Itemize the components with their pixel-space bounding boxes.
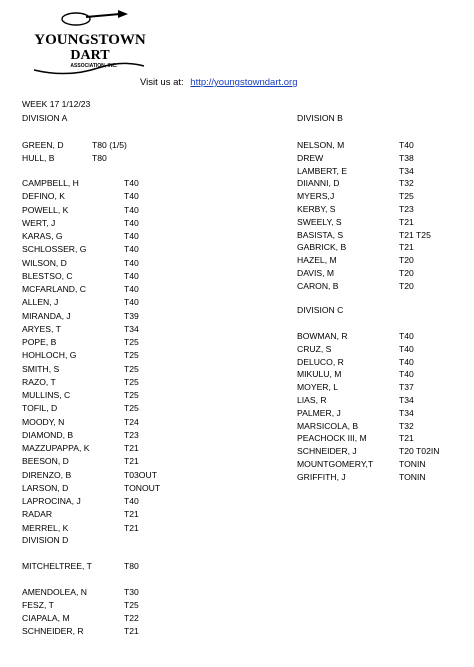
division-c-title: DIVISION C [297, 305, 344, 315]
player-name: GABRICK, B [297, 242, 347, 253]
player-award: T32 [399, 178, 414, 189]
dartboard-icon [62, 13, 90, 25]
player-name: HOHLOCH, G [22, 350, 77, 361]
website-link[interactable]: http://youngstowndart.org [190, 77, 298, 88]
player-award: T25 [124, 376, 139, 387]
player-name: MIRANDA, J [22, 310, 71, 321]
player-award: T34 [399, 407, 414, 418]
player-award: T20 T02IN [399, 446, 440, 457]
player-name: ARYES, T [22, 323, 61, 334]
division-d-title: DIVISION D [22, 535, 69, 545]
player-name: SMITH, S [22, 363, 60, 374]
player-name: POWELL, K [22, 204, 69, 215]
player-award: T25 [124, 600, 139, 611]
player-name: WILSON, D [22, 257, 67, 268]
player-award: T40 [399, 369, 414, 380]
player-name: MOYER, L [297, 382, 339, 393]
player-name: DAVIS, M [297, 268, 335, 278]
player-name: NELSON, M [297, 140, 345, 150]
player-award: T20 [399, 255, 414, 266]
player-name: DREW [297, 152, 324, 163]
player-award: T80 [124, 561, 139, 571]
player-name: SCHNEIDER, R [22, 626, 84, 637]
player-name: CARON, B [297, 280, 339, 291]
player-award: T40 [124, 257, 139, 268]
division-b-title: DIVISION B [297, 113, 343, 123]
player-award: T25 [124, 403, 139, 414]
player-award: T21 [399, 242, 414, 253]
player-award: T40 [399, 343, 414, 354]
player-award: T21 [124, 443, 139, 453]
player-name: MULLINS, C [22, 390, 71, 400]
player-name: BASISTA, S [297, 229, 344, 240]
player-award: T21 [124, 522, 139, 533]
player-award: T23 [399, 204, 414, 214]
player-name: DEFINO, K [22, 191, 65, 202]
player-award: T34 [399, 165, 414, 176]
player-name: GRIFFITH, J [297, 471, 346, 482]
division-a-title: DIVISION A [22, 113, 68, 123]
player-award: T40 [124, 297, 139, 308]
player-name: MAZZUPAPPA, K [22, 443, 90, 453]
player-name: FESZ, T [22, 600, 54, 611]
player-award: TONIN [399, 459, 426, 469]
player-name: LIAS, R [297, 395, 327, 405]
player-name: BLESTSO, C [22, 270, 73, 281]
player-award: T30 [124, 587, 139, 597]
visit-label: Visit us at: [140, 77, 184, 88]
player-award: T40 [399, 331, 414, 341]
player-award: T40 [399, 140, 414, 150]
player-award: T21 [124, 509, 139, 520]
player-name: RAZO, T [22, 376, 56, 387]
player-name: WERT, J [22, 217, 56, 228]
logo-line3: ASSOCIATION, INC. [70, 63, 118, 69]
player-award: T03OUT [124, 469, 157, 480]
player-name: POPE, B [22, 337, 57, 347]
player-name: DIAMOND, B [22, 429, 74, 440]
player-award: T20 [399, 280, 414, 291]
player-award: T40 [124, 496, 139, 506]
player-award: T80 [92, 153, 107, 164]
player-name: PEACHOCK III, M [297, 433, 367, 444]
player-award: T37 [399, 382, 414, 393]
player-name: HULL, B [22, 153, 55, 164]
player-name: DIIANNI, D [297, 178, 340, 189]
player-name: RADAR [22, 509, 53, 520]
visit-line [140, 77, 298, 88]
player-award: T22 [124, 613, 139, 624]
player-award: T25 [399, 191, 414, 202]
logo-line1: YOUNGSTOWN [34, 32, 146, 48]
player-award: T40 [124, 204, 139, 215]
player-name: HAZEL, M [297, 255, 337, 266]
player-award: T39 [124, 310, 139, 321]
player-award: T21 [399, 216, 414, 227]
player-award: T21 T25 [399, 229, 431, 240]
player-name: BEESON, D [22, 456, 69, 467]
player-award: T32 [399, 420, 414, 431]
player-award: T40 [124, 244, 139, 255]
player-award: T80 (1/5) [92, 140, 127, 150]
logo-line2: DART [70, 48, 110, 63]
player-award: T40 [124, 191, 139, 202]
player-award: T21 [399, 433, 414, 444]
player-name: KERBY, S [297, 204, 336, 214]
player-award: T24 [124, 416, 139, 427]
player-award: TONIN [399, 471, 426, 482]
player-name: DIRENZO, B [22, 469, 72, 480]
player-name: AMENDOLEA, N [22, 587, 87, 597]
player-name: MARSICOLA, B [297, 420, 359, 431]
player-name: BOWMAN, R [297, 331, 348, 341]
player-name: GREEN, D [22, 140, 64, 150]
player-award: T25 [124, 363, 139, 374]
player-name: MITCHELTREE, T [22, 561, 92, 571]
player-award: T23 [124, 429, 139, 440]
player-award: T21 [124, 626, 139, 637]
association-logo [28, 6, 152, 80]
player-award: T34 [399, 395, 414, 405]
player-name: CRUZ, S [297, 343, 332, 354]
player-name: MCFARLAND, C [22, 284, 86, 294]
player-award: T38 [399, 152, 414, 163]
player-award: T25 [124, 337, 139, 347]
player-name: MOUNTGOMERY,T [297, 459, 374, 469]
player-name: ALLEN, J [22, 297, 59, 308]
player-name: PALMER, J [297, 407, 341, 418]
player-name: MOODY, N [22, 416, 65, 427]
player-award: T34 [124, 323, 139, 334]
player-name: MIKULU, M [297, 369, 342, 380]
player-award: T20 [399, 268, 414, 278]
player-award: T21 [124, 456, 139, 467]
player-name: LAMBERT, E [297, 165, 347, 176]
player-award: T40 [124, 217, 139, 228]
player-award: T40 [124, 284, 139, 294]
player-award: T40 [124, 270, 139, 281]
player-award: T40 [124, 231, 139, 241]
player-name: SWEELY, S [297, 216, 342, 227]
player-award: T25 [124, 350, 139, 361]
player-name: MERREL, K [22, 522, 69, 533]
player-name: KARAS, G [22, 231, 63, 241]
player-name: SCHNEIDER, J [297, 446, 357, 457]
player-name: CIAPALA, M [22, 613, 70, 624]
player-name: LARSON, D [22, 482, 69, 493]
player-name: DELUCO, R [297, 356, 344, 367]
player-name: MYERS,J [297, 191, 335, 202]
player-award: T40 [124, 178, 139, 188]
week-heading: WEEK 17 1/12/23 [22, 99, 91, 109]
player-award: T40 [399, 356, 414, 367]
player-name: SCHLOSSER, G [22, 244, 87, 255]
player-name: TOFIL, D [22, 403, 58, 414]
player-name: LAPROCINA, J [22, 496, 81, 506]
player-award: T25 [124, 390, 139, 400]
player-name: CAMPBELL, H [22, 178, 79, 188]
dart-icon [86, 14, 120, 17]
player-award: TONOUT [124, 482, 161, 493]
